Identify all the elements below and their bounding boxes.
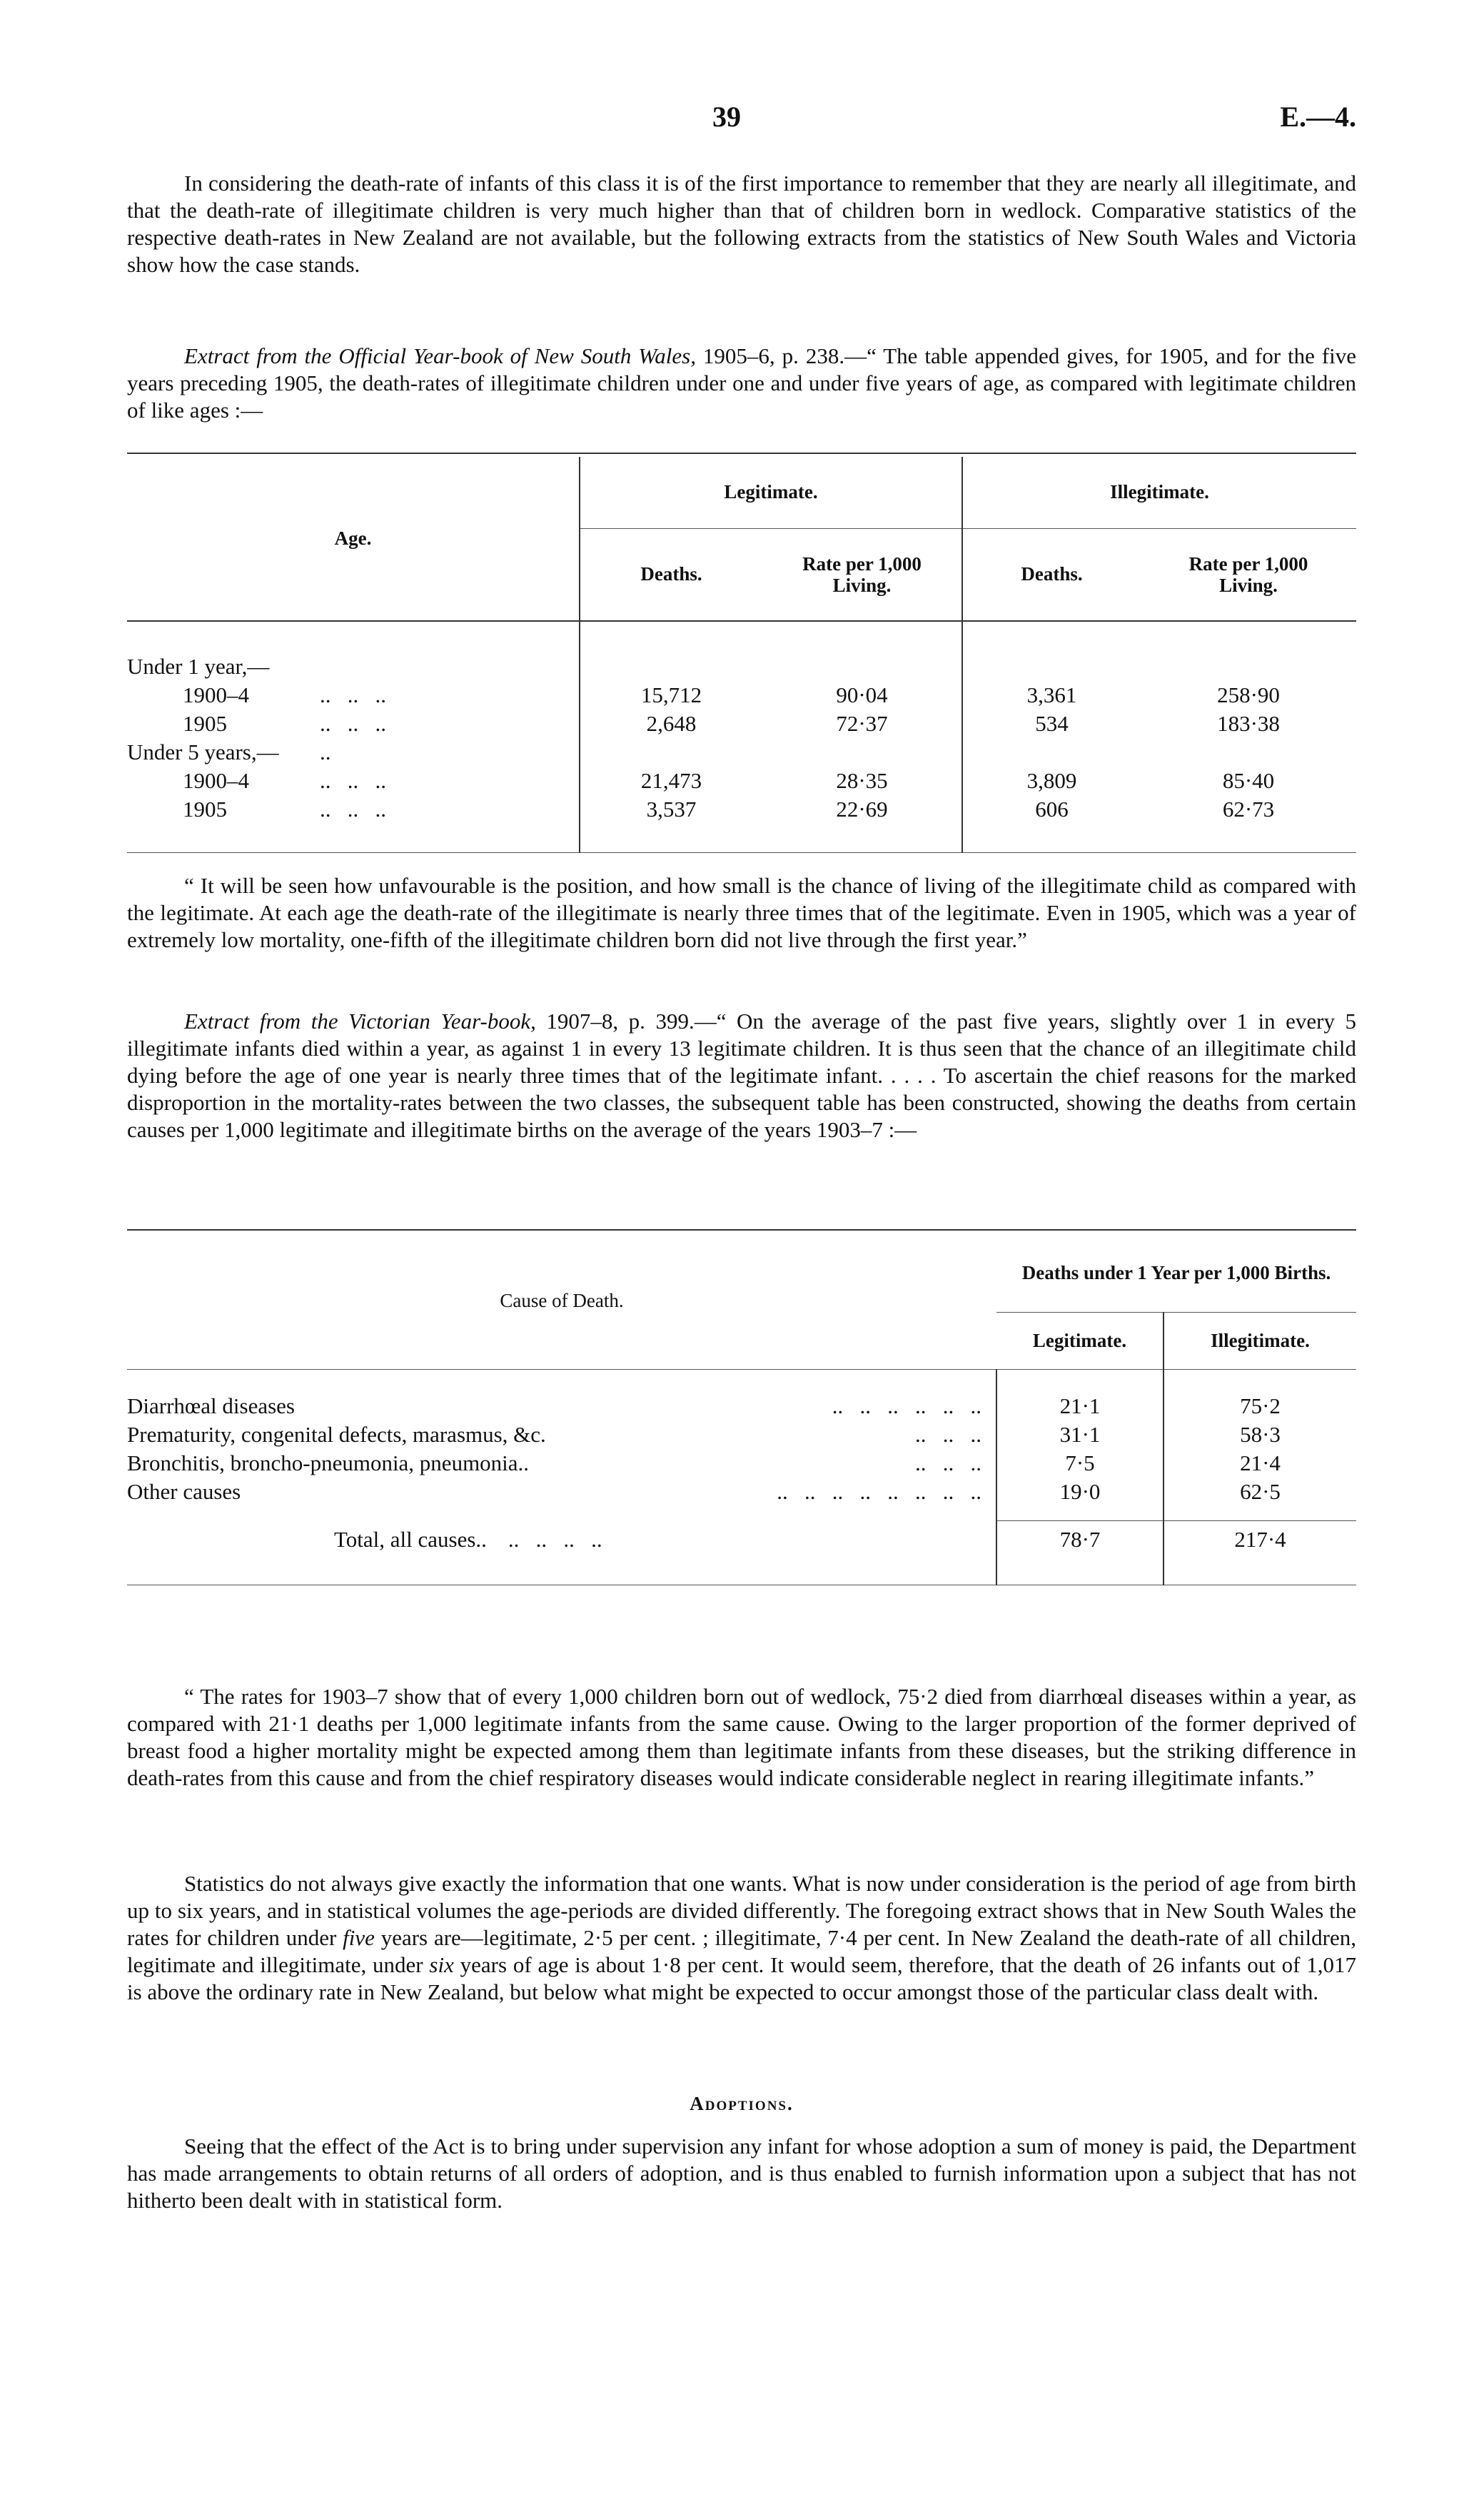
page-number: 39 <box>712 101 741 133</box>
table-row <box>127 652 1356 681</box>
illegit-value: 62·5 <box>1164 1478 1356 1506</box>
column-header-age: Age. <box>127 457 580 621</box>
legit-rate: 28·35 <box>836 768 888 793</box>
paragraph-nsw-extract <box>127 343 1356 424</box>
subheader-rate: Rate per 1,000 Living. <box>762 528 962 621</box>
total-legitimate: 78·7 <box>996 1520 1164 1559</box>
paragraph-text: “ The rates for 1903–7 show that of every 1,000 children born out of wedlock, 75·2 died from diarrhœal diseases within a year, as compared with 21·1 deaths per 1,000 legitimate infants from the same cause. Owing to the larger proportion of the former deprived of breast food a higher mortality might be expected among them than legitimate infants from these diseases, but the striking difference in death-rates from this cause and from the chief respiratory diseases would indicate considerable neglect in rearing illegitimate infants.” <box>127 1684 1356 1790</box>
illegit-deaths: 534 <box>962 710 1141 738</box>
source-title: Extract from the Victorian Year-book, <box>184 1009 536 1034</box>
victoria-cause-of-death-table <box>127 1233 1356 1585</box>
illegit-deaths: 606 <box>962 795 1141 824</box>
table-row-total <box>127 1520 1356 1559</box>
legit-value: 31·1 <box>996 1420 1164 1449</box>
document-reference: E.—4. <box>1280 101 1356 133</box>
legit-rate <box>762 652 962 681</box>
illegit-deaths: 3,361 <box>962 681 1141 710</box>
illegit-rate <box>1141 738 1356 767</box>
nsw-death-rate-table <box>127 457 1356 853</box>
legit-deaths: 3,537 <box>580 795 762 824</box>
legit-rate <box>762 738 962 767</box>
total-illegitimate: 217·4 <box>1164 1520 1356 1559</box>
table-rule <box>127 453 1356 454</box>
column-header-deaths-per-1000: Deaths under 1 Year per 1,000 Births. <box>996 1233 1356 1312</box>
illegit-rate: 85·40 <box>1222 768 1275 793</box>
row-label: Under 1 year,— <box>127 654 270 679</box>
paragraph-nsw-quote <box>127 872 1356 954</box>
row-label: 1900–4 .. .. .. <box>183 682 386 707</box>
illegit-value: 58·3 <box>1164 1420 1356 1449</box>
table-row <box>127 710 1356 738</box>
legit-rate: 90·04 <box>836 682 888 707</box>
legit-value: 19·0 <box>996 1478 1164 1506</box>
table-row <box>127 767 1356 795</box>
row-label-total: Total, all causes.. .. .. .. .. <box>334 1527 602 1552</box>
legit-value: 7·5 <box>996 1449 1164 1478</box>
illegit-rate: 183·38 <box>1217 711 1280 736</box>
paragraph-statistics <box>127 1870 1356 2006</box>
row-label: Under 5 years,— .. <box>127 739 331 764</box>
row-label: 1900–4 .. .. .. <box>183 768 386 793</box>
paragraph-text <box>127 343 1356 424</box>
paragraph-text: In considering the death-rate of infants of this class it is of the first importance to remember that they are nearly all illegitimate, and that the death-rate of illegitimate children is very much higher than that of children born in wedlock. Comparative statistics of the respective death-rates in New Zealand are not available, but the following extracts from the statistics of New South Wales and Victoria show how the case stands. <box>127 171 1356 277</box>
section-heading-adoptions: Adoptions. <box>690 2093 794 2114</box>
paragraph-text: Statistics do not always give exactly the information that one wants. What is now under consideration is the period of age from birth up to six years, and in statistical volumes the age-periods are divided differently. The foregoing extract shows that in New South Wales the rates for children under five years are—legitimate, 2·5 per cent. ; illegitimate, 7·4 per cent. In New Zealand the death-rate of all children, legitimate and illegitimate, under six years of age is about 1·8 per cent. It would seem, therefore, that the death of 26 infants out of 1,017 is above the ordinary rate in New Zealand, but below what might be expected to occur amongst those of the particular class dealt with. <box>127 1871 1356 2004</box>
row-label: 1905 .. .. .. <box>183 797 386 822</box>
row-label: 1905 .. .. .. <box>183 711 386 736</box>
source-title: Extract from the Official Year-book of New South Wales, <box>184 343 696 368</box>
table-row <box>127 1449 1356 1478</box>
subheader-illegitimate: Illegitimate. <box>1164 1312 1356 1369</box>
illegit-rate <box>1141 652 1356 681</box>
subheader-deaths: Deaths. <box>580 528 762 621</box>
illegit-rate: 62·73 <box>1222 797 1275 822</box>
legit-rate: 72·37 <box>836 711 888 736</box>
illegit-deaths <box>962 652 1141 681</box>
paragraph-victoria-quote <box>127 1683 1356 1792</box>
legit-value: 21·1 <box>996 1392 1164 1420</box>
legit-deaths <box>580 738 762 767</box>
column-header-illegitimate: Illegitimate. <box>962 457 1356 528</box>
paragraph-text: Seeing that the effect of the Act is to bring under supervision any infant for whose adoption a sum of money is paid, the Department has made arrangements to obtain returns of all orders of adoption, and is thus enabled to furnish information upon a subject that has not hitherto been dealt with in statistical form. <box>127 2134 1356 2213</box>
illegit-deaths: 3,809 <box>962 767 1141 795</box>
paragraph-text: “ It will be seen how unfavourable is the position, and how small is the chance of living of the illegitimate child as compared with the legitimate. At each age the death-rate of the illegitimate is nearly three times that of the legitimate. Even in 1905, which was a year of extremely low mortality, one-fifth of the illegitimate children born did not live through the first year.” <box>127 873 1356 952</box>
legit-deaths: 15,712 <box>580 681 762 710</box>
paragraph-text <box>127 1008 1356 1144</box>
table-row <box>127 738 1356 767</box>
subheader-legitimate: Legitimate. <box>996 1312 1164 1369</box>
table-row <box>127 1478 1356 1506</box>
legit-rate: 22·69 <box>836 797 888 822</box>
subheader-deaths: Deaths. <box>962 528 1141 621</box>
table-row <box>127 1392 1356 1420</box>
table-row <box>127 795 1356 824</box>
table-row <box>127 1420 1356 1449</box>
source-text: 1907–8, p. 399.—“ On the average of the past five years, slightly over 1 in every 5 illegitimate infants died within a year, as against 1 in every 13 legitimate children. It is thus seen that the chance of an illegitimate child dying before the age of one year is nearly three times that of the legitimate infant. . . . . To ascertain the chief reasons for the marked disproportion in the mortality-rates between the two classes, the subsequent table has been constructed, showing the deaths from certain causes per 1,000 legitimate and illegitimate births on the average of the years 1903–7 :— <box>127 1009 1356 1142</box>
legit-deaths <box>580 652 762 681</box>
paragraph-adoptions <box>127 2133 1356 2214</box>
illegit-rate: 258·90 <box>1217 682 1280 707</box>
source-text: 1905–6, p. 238.—“ The table appended gives, for 1905, and for the five years preceding 1905, the death-rates of illegitimate children under one and under five years of age, as compared with legitimate children of like ages :— <box>127 343 1356 423</box>
legit-deaths: 21,473 <box>580 767 762 795</box>
table-row <box>127 681 1356 710</box>
column-header-legitimate: Legitimate. <box>580 457 962 528</box>
subheader-rate: Rate per 1,000 Living. <box>1141 528 1356 621</box>
paragraph-victoria-extract <box>127 1008 1356 1144</box>
illegit-value: 75·2 <box>1164 1392 1356 1420</box>
legit-deaths: 2,648 <box>580 710 762 738</box>
row-label: Diarrhœal diseases .. .. .. .. .. .. <box>127 1393 981 1418</box>
page-header <box>127 100 1356 136</box>
row-label: Bronchitis, broncho-pneumonia, pneumonia.. .. .. .. <box>127 1450 981 1475</box>
paragraph-intro <box>127 170 1356 278</box>
table-rule <box>127 1229 1356 1231</box>
column-header-cause: Cause of Death. <box>127 1233 996 1369</box>
row-label: Other causes .. .. .. .. .. .. .. .. <box>127 1479 981 1504</box>
row-label: Prematurity, congenital defects, marasmus, &c. .. .. .. <box>127 1422 981 1447</box>
illegit-value: 21·4 <box>1164 1449 1356 1478</box>
illegit-deaths <box>962 738 1141 767</box>
